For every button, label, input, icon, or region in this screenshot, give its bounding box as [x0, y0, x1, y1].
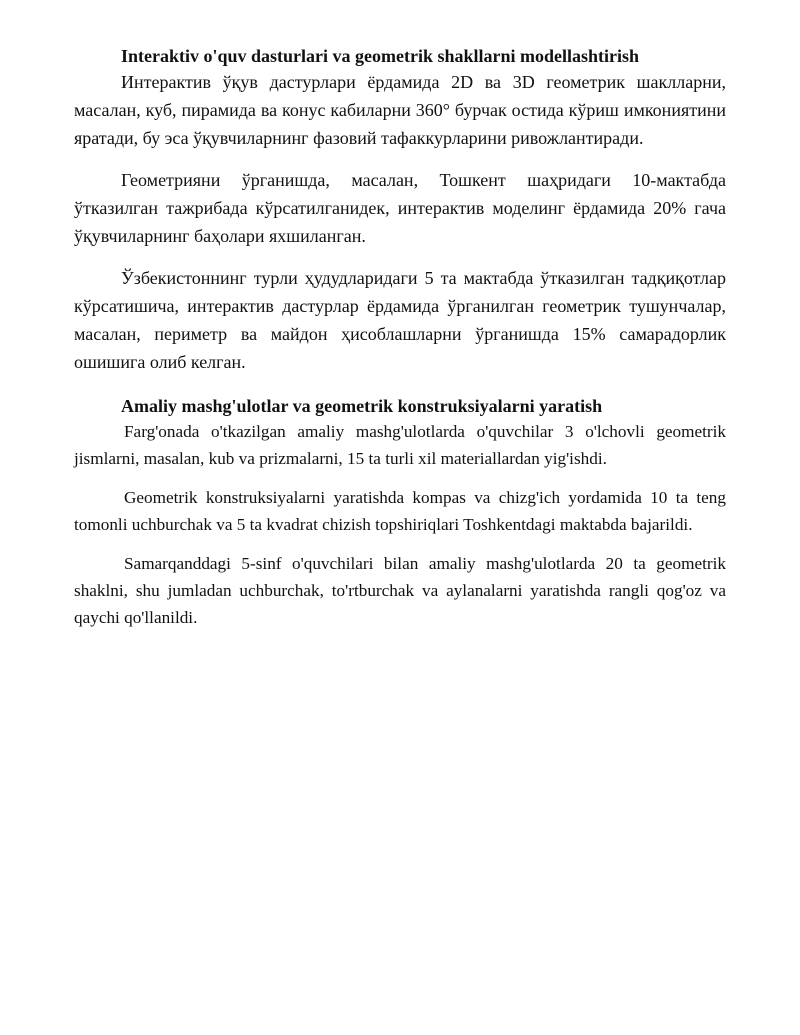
- paragraph: Geometrik konstruksiyalarni yaratishda kompas va chizg'ich yordamida 10 ta teng tomonli uchburchak va 5 ta kvadrat chizish topshiriqlari Toshkentdagi maktabda bajarildi.: [74, 488, 726, 534]
- paragraph: Интерактив ўқув дастурлари ёрдамида 2D ва 3D геометрик шаклларни, масалан, куб, пирамида ва конус кабиларни 360° бурчак остида кўриш имкониятини яратади, бу эса ўқувчиларнинг фазовий тафаккурларини ривожлантиради.: [74, 72, 726, 148]
- document-page: [74, 44, 726, 631]
- paragraph: Геометрияни ўрганишда, масалан, Тошкент шаҳридаги 10-мактабда ўтказилган тажрибада кўрсатилганидек, интерактив моделинг ёрдамида 20% гача ўқувчиларнинг баҳолари яхшиланган.: [74, 170, 726, 246]
- section-heading: Interaktiv o'quv dasturlari va geometrik shakllarni modellashtirish: [121, 46, 640, 66]
- section-heading: Amaliy mashg'ulotlar va geometrik konstruksiyalarni yaratish: [121, 396, 603, 416]
- section-interactive-programs: [74, 44, 726, 376]
- section-practical-exercises: [74, 394, 726, 631]
- paragraph: Ўзбекистоннинг турли ҳудудларидаги 5 та мактабда ўтказилган тадқиқотлар кўрсатишича, интерактив дастурлар ёрдамида ўрганилган геометрик тушунчалар, масалан, периметр ва майдон ҳисоблашларни ўрганишда 15% самарадорлик ошишига олиб келган.: [74, 268, 726, 372]
- paragraph: Farg'onada o'tkazilgan amaliy mashg'ulotlarda o'quvchilar 3 o'lchovli geometrik jismlarni, masalan, kub va prizmalarni, 15 ta turli xil materiallardan yig'ishdi.: [74, 422, 726, 468]
- paragraph: Samarqanddagi 5-sinf o'quvchilari bilan amaliy mashg'ulotlarda 20 ta geometrik shaklni, shu jumladan uchburchak, to'rtburchak va aylanalarni yaratishda rangli qog'oz va qaychi qo'llanildi.: [74, 554, 726, 627]
